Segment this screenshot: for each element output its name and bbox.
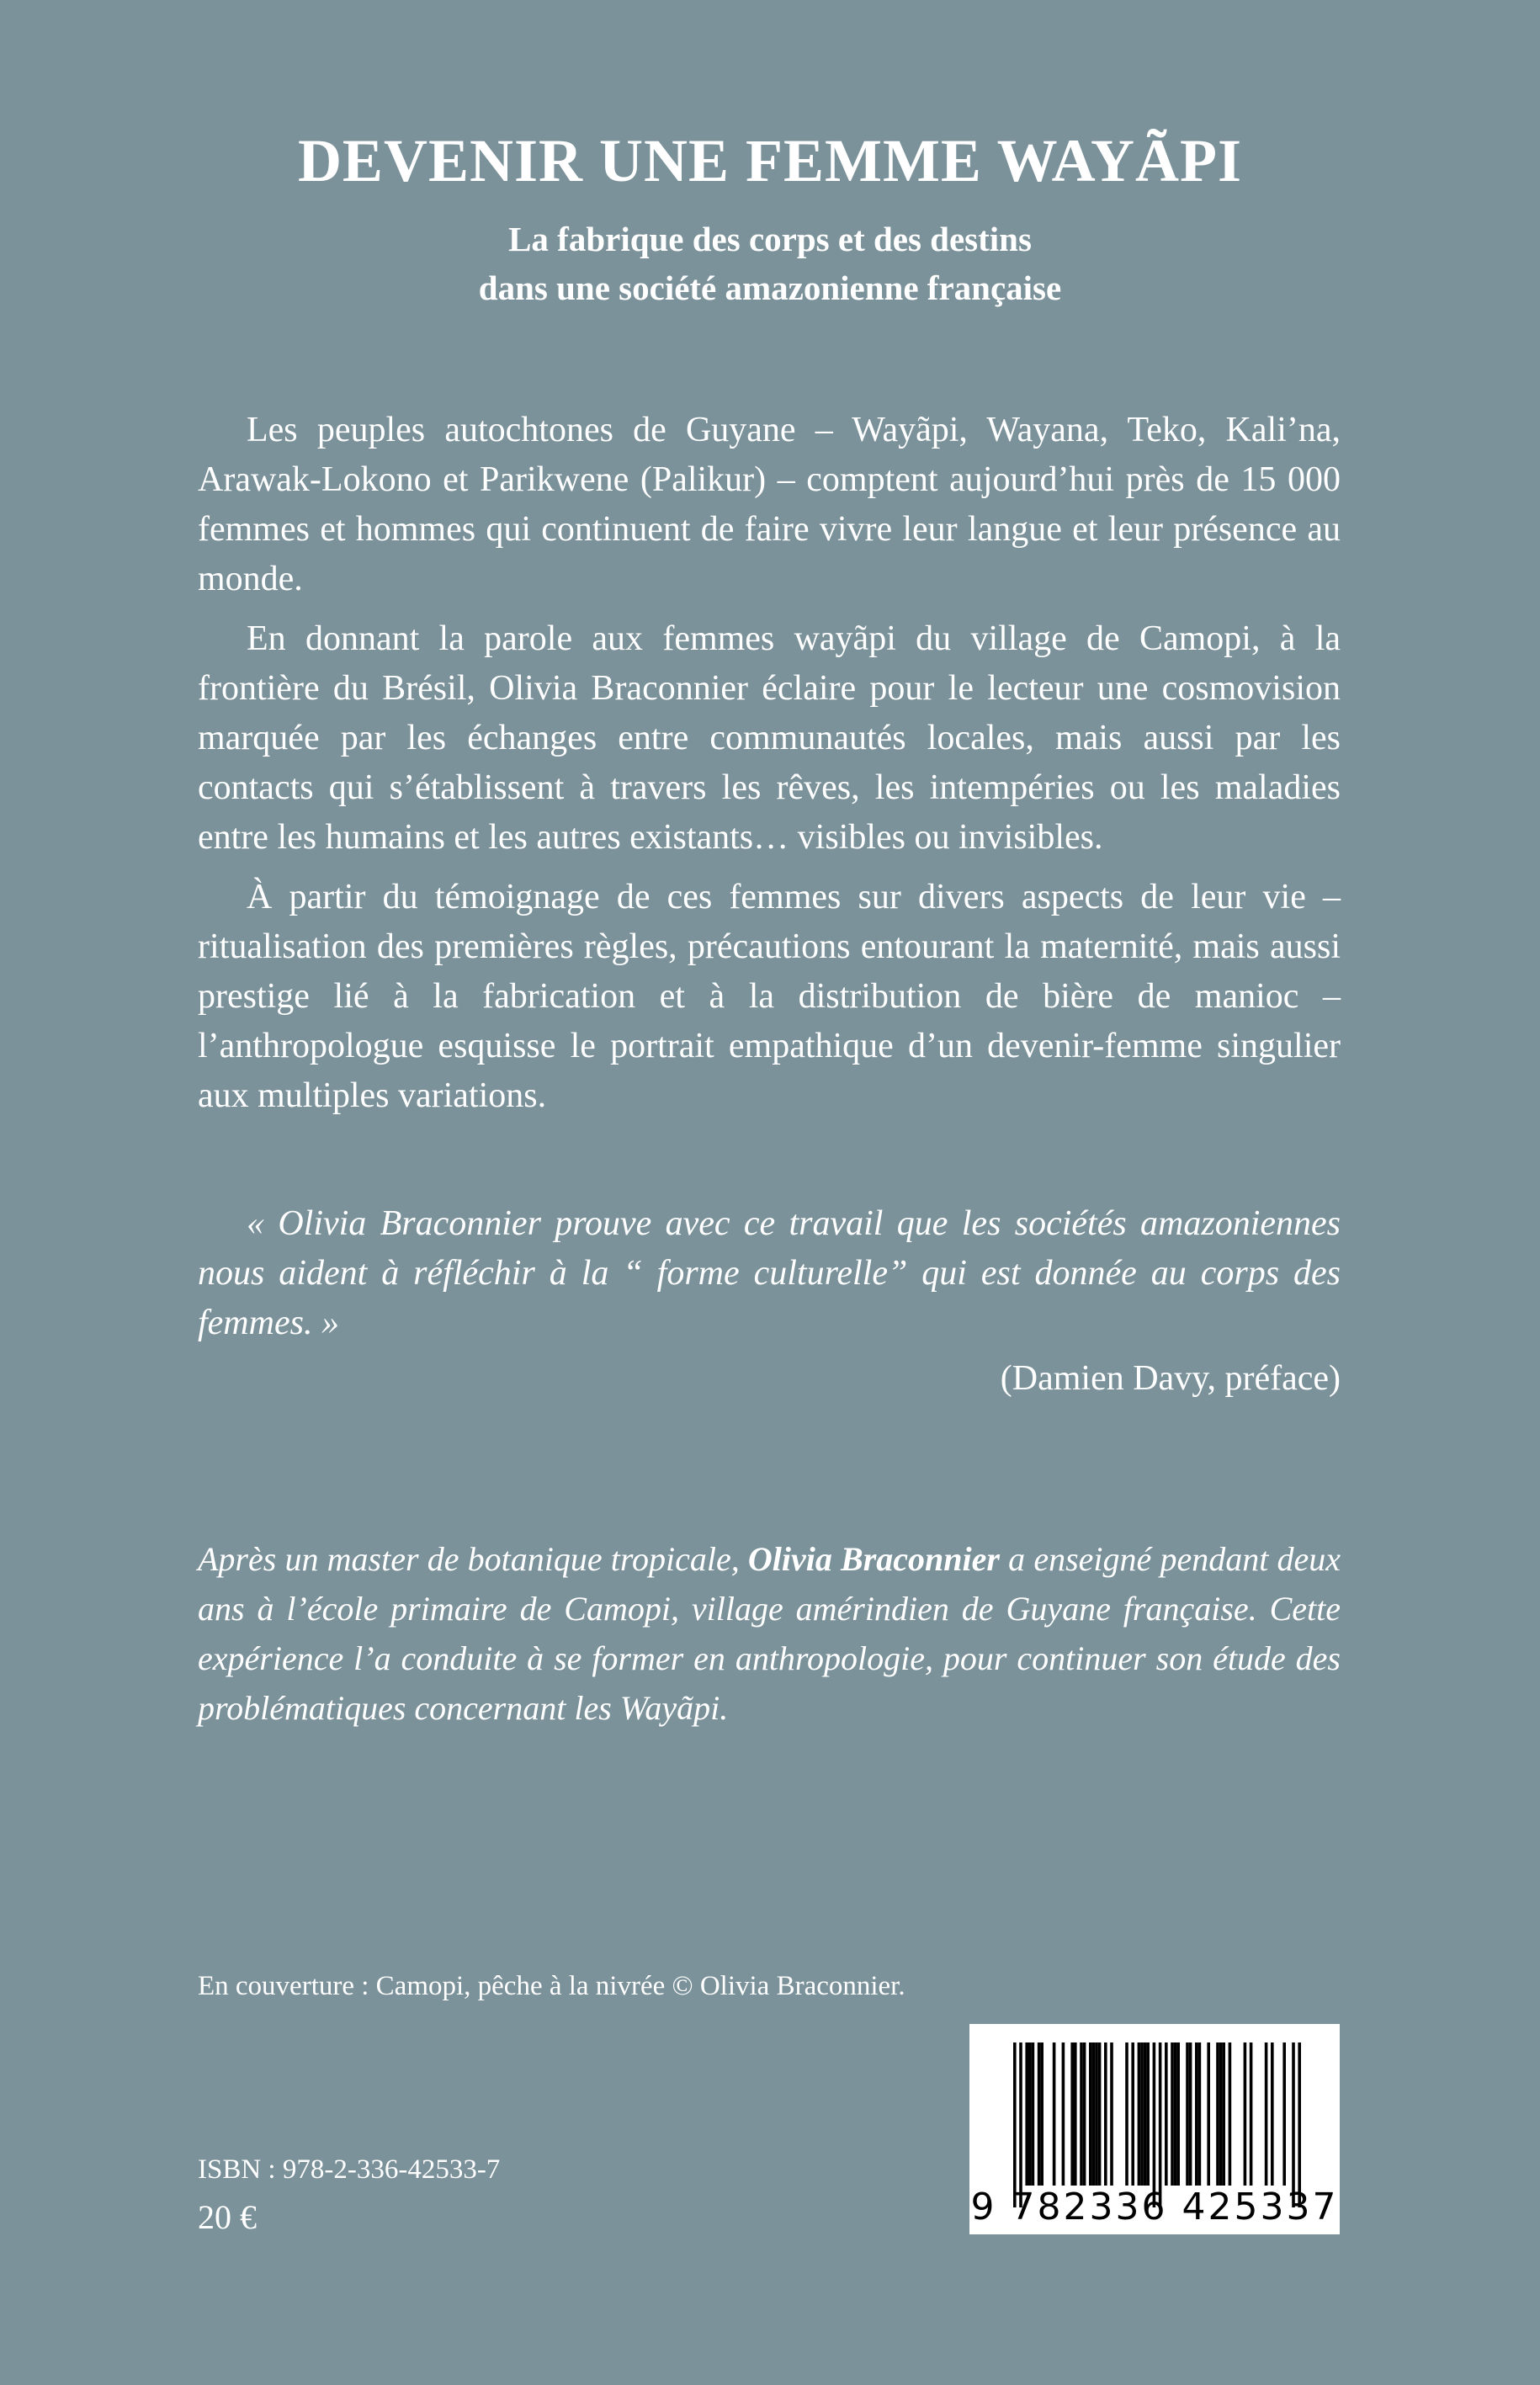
barcode-bar [1292, 2042, 1295, 2207]
barcode-bar [1089, 2042, 1092, 2186]
barcode-bar [1070, 2042, 1074, 2186]
summary-paragraph-1: Les peuples autochtones de Guyane – Wayãpi, Wayana, Teko, Kali’na, Arawak-Lokono et Parikwene (Palikur) – comptent aujourd’hui près de 15 000 femmes et hommes qui continuent de faire vivre leur langue et leur présence au monde. [198, 411, 1341, 598]
author-bio [198, 1534, 1341, 1733]
barcode-bar [1038, 2042, 1041, 2186]
summary-paragraph-2: En donnant la parole aux femmes wayãpi du village de Camopi, à la frontière du Brésil, Olivia Braconnier éclaire pour le lecteur une cosmovision marquée par les échanges entre communautés locales, mais aussi par les contacts qui s’établissent à travers les rêves, les intempéries ou les maladies entre les humains et les autres existants… visibles ou invisibles. [198, 619, 1341, 857]
barcode-bar [1138, 2042, 1141, 2186]
barcode-bar [1176, 2042, 1180, 2186]
barcode-bar [1219, 2042, 1223, 2186]
barcode-bar [1040, 2042, 1043, 2186]
barcode-bar [1298, 2042, 1301, 2207]
barcode-bar [1146, 2042, 1150, 2186]
barcode-bar [1271, 2042, 1274, 2186]
barcode-bar [1222, 2042, 1225, 2186]
barcode-bar [1171, 2042, 1174, 2186]
book-title: DEVENIR UNE FEMME WAYÃPI [297, 127, 1243, 194]
barcode-bar [1074, 2042, 1077, 2186]
barcode-bar [1159, 2042, 1162, 2207]
barcode-bar [1098, 2042, 1102, 2186]
barcode-bar [1282, 2042, 1286, 2186]
barcode-bar [1250, 2042, 1253, 2186]
barcode-bar [1095, 2042, 1098, 2186]
barcode-bar [1265, 2042, 1268, 2186]
barcode-bar [1032, 2042, 1035, 2186]
cover-credit: En couverture : Camopi, pêche à la nivrée © Olivia Braconnier. [198, 1971, 905, 2001]
barcode-bar [1104, 2042, 1107, 2186]
isbn: ISBN : 978-2-336-42533-7 [198, 2154, 501, 2185]
barcode-bar [1144, 2042, 1147, 2186]
barcode-bar [1028, 2042, 1032, 2186]
bio-rest: a enseigné pendant deux ans à l’école primaire de Camopi, village amérindien de Guyane française. Cette expérience l’a conduite à se former en anthropologie, pour continuer son étude des problématiques concernant les Wayãpi. [198, 1540, 1341, 1727]
subtitle-line-2: dans une société amazonienne française [478, 268, 1062, 307]
summary-text [198, 406, 1341, 1131]
barcode-bar [1198, 2042, 1202, 2186]
preface-quote: « Olivia Braconnier prouve avec ce travail que les sociétés amazoniennes nous aident à réfléchir à la “ forme culturelle” qui est donnée au corps des femmes. » [198, 1204, 1341, 1342]
bio-intro: Après un master de botanique tropicale, [198, 1540, 748, 1578]
barcode-bar [1174, 2042, 1177, 2186]
barcode-bar [1244, 2042, 1247, 2186]
barcode-bar [1131, 2042, 1134, 2186]
book-subtitle [0, 215, 1540, 312]
barcode-bar [1140, 2042, 1144, 2186]
barcode-bar [1229, 2042, 1232, 2186]
barcode-bar [1189, 2042, 1192, 2186]
quote-attribution: (Damien Davy, préface) [1000, 1359, 1341, 1398]
barcode-bar [1195, 2042, 1198, 2186]
barcode-bar [1025, 2042, 1028, 2186]
barcode-bar [1062, 2042, 1065, 2186]
subtitle-line-1: La fabrique des corps et des destins [508, 220, 1032, 258]
barcode-bar [1019, 2042, 1022, 2207]
author-name: Olivia Braconnier [747, 1540, 1000, 1578]
barcode-bar [1080, 2042, 1083, 2186]
barcode-bar [1153, 2042, 1156, 2207]
barcode-bar [1013, 2042, 1017, 2207]
barcode-bar [1053, 2042, 1056, 2186]
barcode-digits: 9 782336 425337 [970, 2186, 1339, 2228]
barcode-bar [1165, 2042, 1168, 2186]
barcode-bar [1083, 2042, 1086, 2186]
price: 20 € [198, 2198, 257, 2236]
barcode-bar [1216, 2042, 1219, 2186]
barcode-bar [1092, 2042, 1096, 2186]
barcode-bar [1110, 2042, 1113, 2186]
barcode-bar [1207, 2042, 1210, 2186]
barcode-bar [1125, 2042, 1128, 2186]
barcode [969, 2024, 1340, 2234]
summary-paragraph-3: À partir du témoignage de ces femmes sur divers aspects de leur vie – ritualisation des premières règles, précautions entourant la maternité, mais aussi prestige lié à la fabrication et à la distribution de bière de manioc – l’anthropologue esquisse le portrait empathique d’un devenir-femme singulier aux multiples variations. [198, 878, 1341, 1115]
barcode-bar [1186, 2042, 1189, 2186]
